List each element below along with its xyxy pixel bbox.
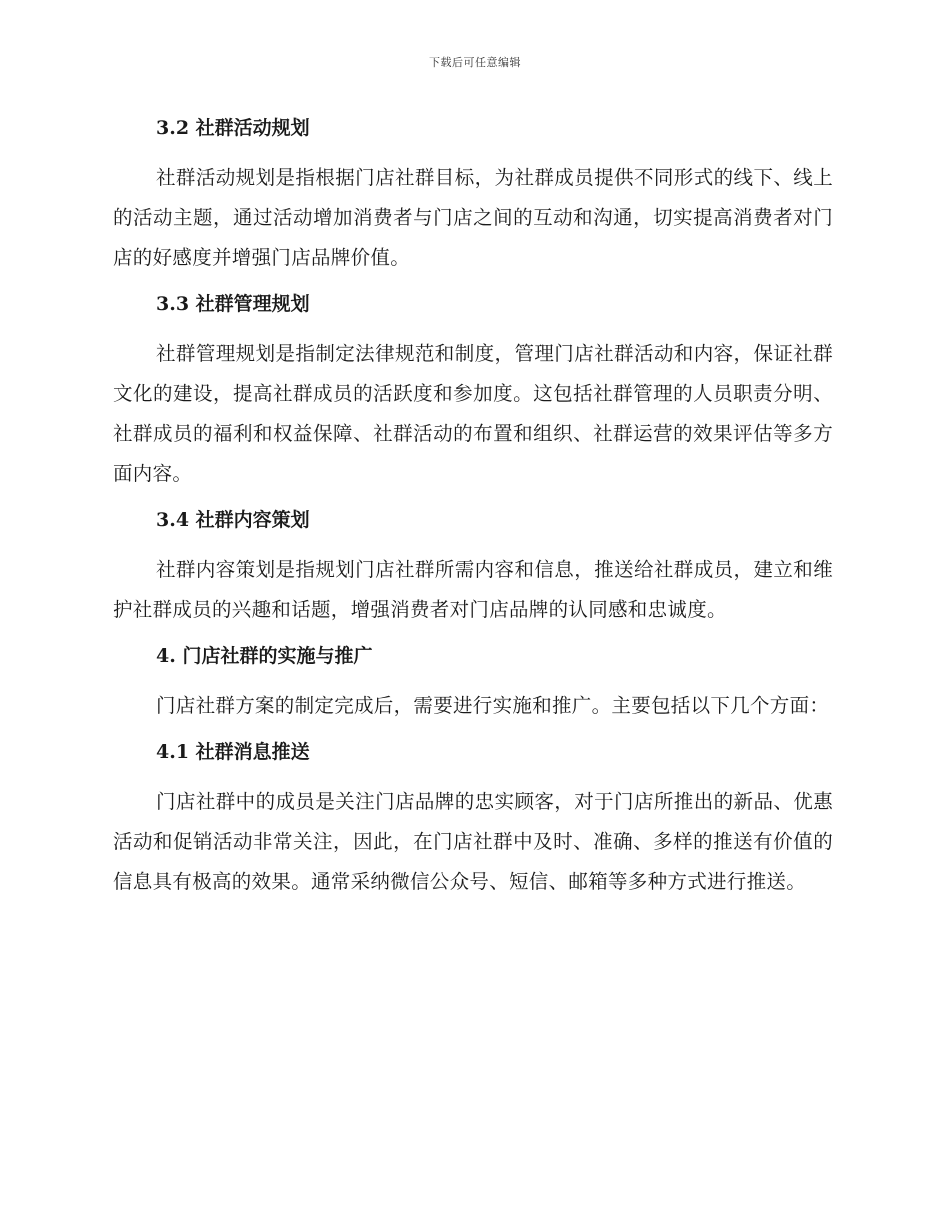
section-heading-3-4: 3.4 社群内容策划 [156,509,310,531]
section-heading-4-1: 4.1 社群消息推送 [156,741,310,763]
section-heading-3-3: 3.3 社群管理规划 [156,293,310,315]
section-paragraph-4-1: 门店社群中的成员是关注门店品牌的忠实顾客，对于门店所推出的新品、优惠活动和促销活动非常关注，因此，在门店社群中及时、准确、多样的推送有价值的信息具有极高的效果。通常采纳微信公众号、短信、邮箱等多种方式进行推送。 [113,790,833,893]
section-heading-4: 4. 门店社群的实施与推广 [156,645,373,667]
section-paragraph-3-4: 社群内容策划是指规划门店社群所需内容和信息，推送给社群成员，建立和维护社群成员的兴趣和话题，增强消费者对门店品牌的认同感和忠诚度。 [113,558,833,621]
section-paragraph-3-2: 社群活动规划是指根据门店社群目标，为社群成员提供不同形式的线下、线上的活动主题，通过活动增加消费者与门店之间的互动和沟通，切实提高消费者对门店的好感度并增强门店品牌价值。 [113,166,833,269]
page-header: 下载后可任意编辑 [429,56,521,69]
section-heading-3-2: 3.2 社群活动规划 [156,117,310,139]
section-paragraph-4: 门店社群方案的制定完成后，需要进行实施和推广。主要包括以下几个方面： [156,694,830,717]
section-paragraph-3-3: 社群管理规划是指制定法律规范和制度，管理门店社群活动和内容，保证社群文化的建设，提高社群成员的活跃度和参加度。这包括社群管理的人员职责分明、社群成员的福利和权益保障、社群活动的布置和组织、社群运营的效果评估等多方面内容。 [113,342,833,485]
document-body [113,112,833,902]
